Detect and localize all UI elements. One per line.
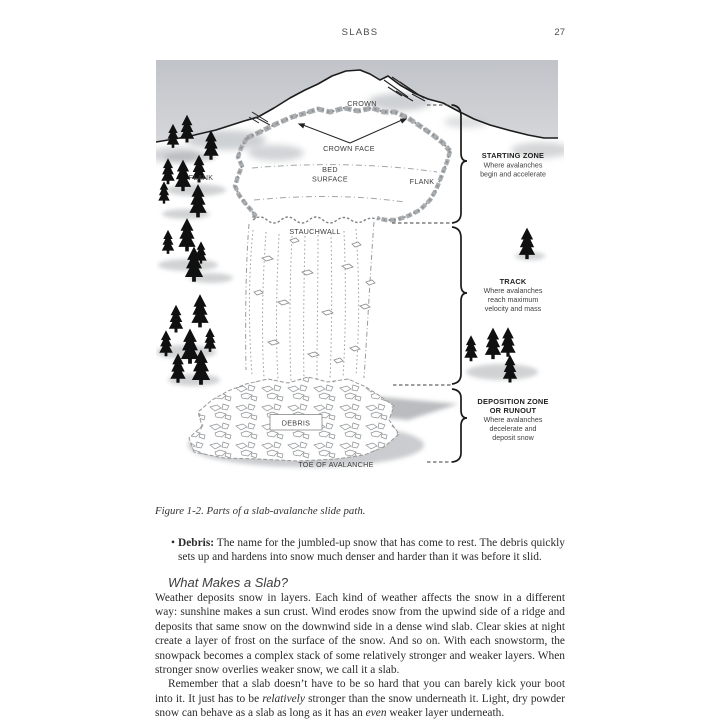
flank-right-label: FLANK bbox=[409, 177, 435, 186]
track-desc-3: velocity and mass bbox=[484, 305, 542, 313]
deposition-desc-3: deposit snow bbox=[492, 434, 534, 442]
starting-zone-annotation bbox=[480, 151, 546, 179]
starting-zone-desc-1: Where avalanches bbox=[483, 161, 543, 170]
starting-zone-title: STARTING ZONE bbox=[481, 151, 545, 160]
avalanche-path-diagram bbox=[156, 60, 564, 490]
zone-braces bbox=[452, 105, 467, 462]
toe-of-avalanche-label: TOE OF AVALANCHE bbox=[298, 460, 374, 469]
stauchwall-label: STAUCHWALL bbox=[289, 227, 341, 236]
deposition-desc-2: decelerate and bbox=[489, 425, 537, 433]
bullet-term: Debris: bbox=[178, 537, 215, 549]
paragraph2-emphasis: relatively bbox=[262, 692, 305, 705]
paragraph2-segment: weaker layer underneath. bbox=[386, 707, 505, 720]
bed-surface-label-line2: SURFACE bbox=[311, 174, 349, 184]
chapter-title: SLABS bbox=[341, 27, 379, 38]
bullet-text: The name for the jumbled-up snow that has come to rest. The debris quickly sets up and hardens into snow much denser and harder than it was before it slid. bbox=[178, 537, 565, 564]
paragraph2-emphasis: even bbox=[365, 707, 387, 720]
paragraph2-segment: stronger than the snow underneath it. Light, dry powder snow can behave as a slab as long as it has an bbox=[155, 692, 565, 720]
running-head bbox=[155, 27, 565, 41]
page-number: 27 bbox=[554, 27, 565, 38]
deposition-title-1: DEPOSITION ZONE bbox=[477, 397, 549, 406]
paragraph-remember-slab bbox=[155, 677, 565, 720]
section-heading: What Makes a Slab? bbox=[168, 575, 288, 590]
crown-face-label: CROWN FACE bbox=[323, 144, 375, 153]
track-flow-lines bbox=[249, 229, 358, 382]
bullet-marker: • bbox=[171, 537, 175, 549]
track-title: TRACK bbox=[499, 277, 527, 286]
crown-face-arrows bbox=[299, 119, 406, 143]
figure-slab-avalanche-diagram bbox=[156, 60, 564, 490]
crown-label: CROWN bbox=[347, 99, 377, 108]
track-debris-chunks bbox=[254, 238, 375, 363]
track-zone-annotation bbox=[484, 277, 543, 313]
track-desc-1: Where avalanches bbox=[483, 287, 543, 295]
deposition-desc-1: Where avalanches bbox=[483, 416, 543, 424]
bed-surface-label-line1: BED bbox=[322, 165, 338, 174]
debris-label: DEBRIS bbox=[281, 418, 311, 428]
paragraph2-segment: Remember that a slab doesn’t have to be so hard that you can barely kick your boot into it. It just has to be bbox=[155, 678, 565, 705]
track-desc-2: reach maximum bbox=[487, 296, 539, 304]
deposition-title-2: OR RUNOUT bbox=[489, 406, 537, 415]
tree-shadows bbox=[156, 152, 545, 386]
deposition-zone-annotation bbox=[477, 397, 548, 442]
flank-left-label: FLANK bbox=[188, 173, 214, 182]
figure-caption: Figure 1-2. Parts of a slab-avalanche slide path. bbox=[155, 505, 366, 517]
body-text bbox=[155, 591, 565, 721]
starting-zone-desc-2: begin and accelerate bbox=[480, 170, 546, 179]
list-item-debris bbox=[155, 536, 565, 565]
paragraph-weather-layers: Weather deposits snow in layers. Each kind of weather affects the snow in a different way: sunshine makes a sun crust. Wind erodes snow from the upwind side of a ridge and deposits that same snow on the downwind side in a dense wind slab. Clear skies at night create a layer of frost on the surface of the snow. And so on. With each snowstorm, the snowpack becomes a complex stack of some relatively stronger and weaker layers. When stronger snow overlies weaker snow, we call it a slab. bbox=[155, 592, 565, 677]
stauchwall-line bbox=[253, 217, 377, 223]
